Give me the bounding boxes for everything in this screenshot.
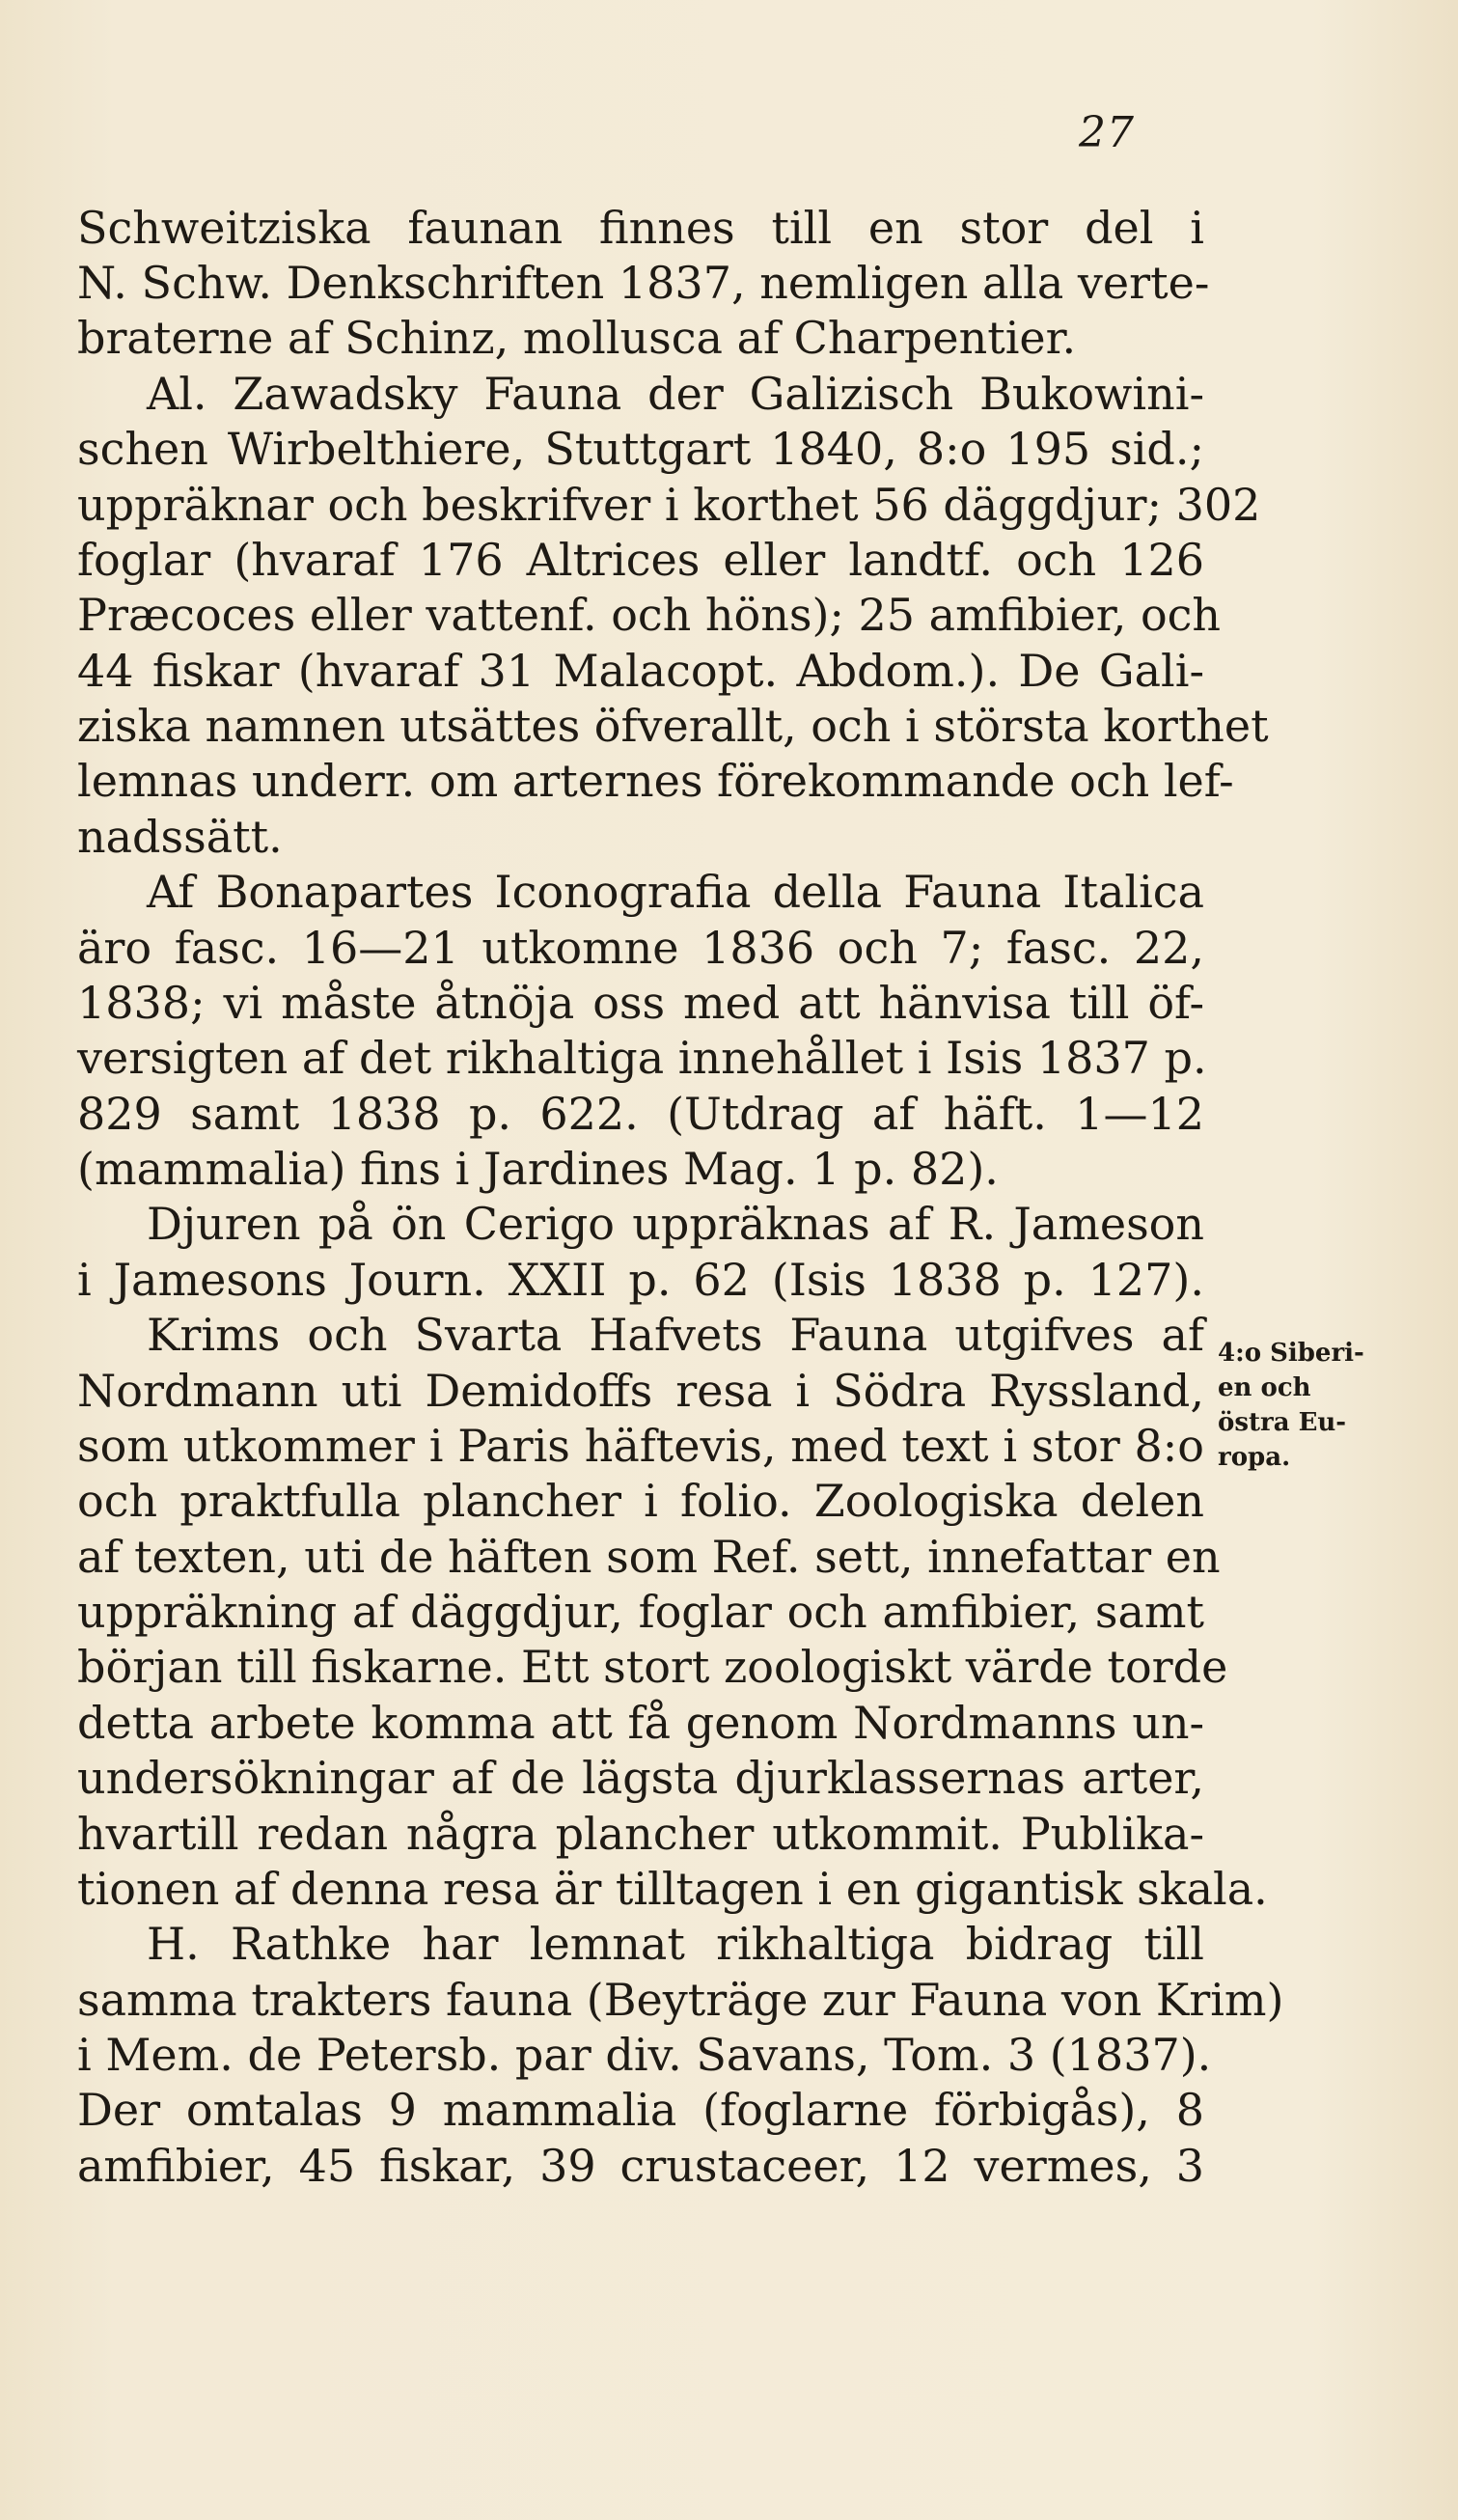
text-line-24: och praktfulla plancher i folio. Zoologiska delen <box>77 1475 1204 1527</box>
text-line-21: Krims och Svarta Hafvets Fauna utgifves af <box>147 1309 1204 1361</box>
text-line-3: braterne af Schinz, mollusca af Charpentier. <box>77 312 1077 364</box>
text-line-13: Af Bonapartes Iconografia della Fauna Italica <box>147 866 1204 918</box>
page-number: 27 <box>1079 108 1135 157</box>
text-line-9: 44 fiskar (hvaraf 31 Malacopt. Abdom.). De Gali- <box>77 645 1204 697</box>
text-line-36: amfibier, 45 fiskar, 39 crustaceer, 12 vermes, 3 <box>77 2140 1204 2192</box>
text-line-26: uppräkning af däggdjur, foglar och amfibier, samt <box>77 1586 1204 1638</box>
text-line-22: Nordmann uti Demidoffs resa i Södra Ryssland, <box>77 1365 1204 1417</box>
text-line-35: Der omtalas 9 mammalia (foglarne förbigås), 8 <box>77 2084 1204 2136</box>
text-line-7: foglar (hvaraf 176 Altrices eller landtf. och 126 <box>77 534 1204 586</box>
text-line-5: schen Wirbelthiere, Stuttgart 1840, 8:o 195 sid.; <box>77 423 1204 475</box>
text-line-19: Djuren på ön Cerigo uppräknas af R. Jameson <box>147 1198 1204 1250</box>
text-line-27: början till fiskarne. Ett stort zoologiskt värde torde <box>77 1641 1228 1693</box>
text-line-28: detta arbete komma att få genom Nordmanns un- <box>77 1697 1204 1749</box>
text-line-8: Præcoces eller vattenf. och höns); 25 amfibier, och <box>77 589 1222 641</box>
text-line-29: undersökningar af de lägsta djurklassernas arter, <box>77 1752 1204 1804</box>
margin-note-line-1: 4:o Siberi- <box>1218 1339 1364 1368</box>
text-line-16: versigten af det rikhaltiga innehållet i Isis 1837 p. <box>77 1032 1207 1084</box>
text-line-31: tionen af denna resa är tilltagen i en gigantisk skala. <box>77 1863 1268 1915</box>
text-line-15: 1838; vi måste åtnöja oss med att hänvisa till öf- <box>77 977 1204 1029</box>
text-line-25: af texten, uti de häften som Ref. sett, innefattar en <box>77 1531 1221 1583</box>
text-line-32: H. Rathke har lemnat rikhaltiga bidrag till <box>147 1918 1204 1970</box>
text-line-10: ziska namnen utsättes öfverallt, och i största korthet <box>77 700 1269 752</box>
text-line-4: Al. Zawadsky Fauna der Galizisch Bukowini- <box>147 368 1204 420</box>
text-line-18: (mammalia) fins i Jardines Mag. 1 p. 82). <box>77 1143 999 1195</box>
margin-note-line-4: ropa. <box>1218 1443 1291 1472</box>
margin-note-line-2: en och <box>1218 1373 1311 1402</box>
text-line-11: lemnas underr. om arternes förekommande och lef- <box>77 755 1234 807</box>
text-line-1: Schweitziska faunan finnes till en stor del i <box>77 202 1204 254</box>
margin-note-line-3: östra Eu- <box>1218 1408 1347 1437</box>
text-line-34: i Mem. de Petersb. par div. Savans, Tom. 3 (1837). <box>77 2029 1212 2081</box>
text-line-23: som utkommer i Paris häftevis, med text i stor 8:o <box>77 1420 1204 1472</box>
text-line-20: i Jamesons Journ. XXII p. 62 (Isis 1838 p. 127). <box>77 1254 1204 1306</box>
text-line-14: äro fasc. 16—21 utkomne 1836 och 7; fasc. 22, <box>77 922 1204 974</box>
text-line-12: nadssätt. <box>77 811 283 863</box>
text-line-30: hvartill redan några plancher utkommit. Publika- <box>77 1808 1204 1860</box>
text-line-2: N. Schw. Denkschriften 1837, nemligen alla verte- <box>77 257 1210 309</box>
text-line-6: uppräknar och beskrifver i korthet 56 däggdjur; 302 <box>77 479 1261 531</box>
text-line-33: samma trakters fauna (Beyträge zur Fauna von Krim) <box>77 1974 1284 2026</box>
text-line-17: 829 samt 1838 p. 622. (Utdrag af häft. 1—12 <box>77 1088 1204 1140</box>
